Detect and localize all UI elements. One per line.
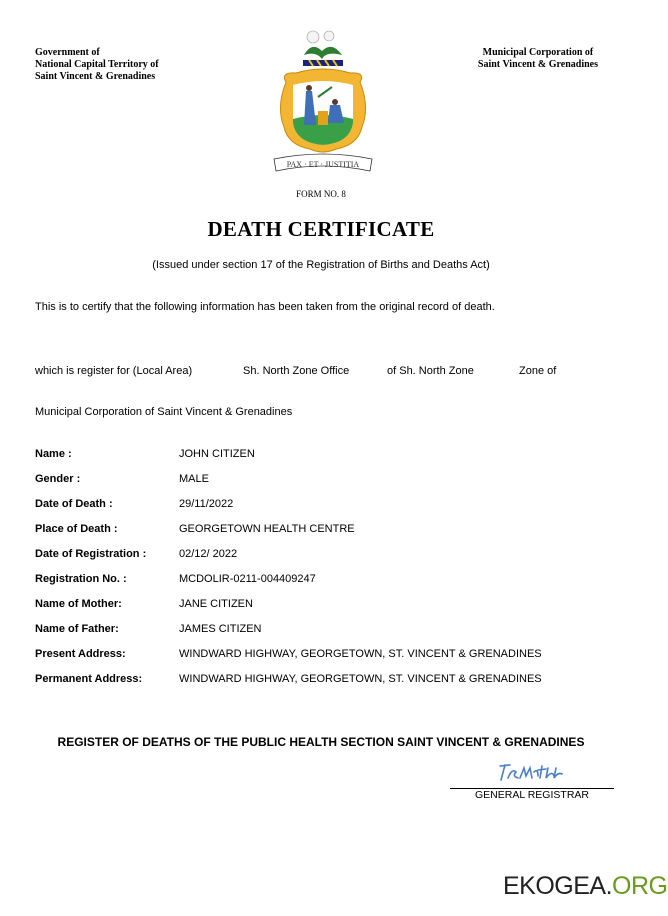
signature-title: GENERAL REGISTRAR (475, 789, 589, 801)
registrar-signature (496, 760, 566, 784)
watermark-main: EKOGEA. (503, 872, 613, 900)
local-area-zone-of: Zone of (519, 365, 557, 377)
field-label: Place of Death : (35, 523, 118, 535)
field-value: JAMES CITIZEN (179, 623, 262, 635)
header-line: Saint Vincent & Grenadines (35, 71, 156, 82)
issuer-municipal (478, 47, 598, 71)
field-label: Name of Father: (35, 623, 119, 635)
municipal-line: Municipal Corporation of Saint Vincent & Grenadines (35, 406, 293, 418)
local-area-zone: of Sh. North Zone (387, 365, 474, 377)
field-value: MCDOLIR-0211-004409247 (179, 573, 316, 585)
field-label: Date of Death : (35, 498, 113, 510)
field-label: Registration No. : (35, 573, 127, 585)
local-area-label: which is register for (Local Area) (35, 365, 193, 377)
field-label: Name : (35, 448, 72, 460)
document-subtitle: (Issued under section 17 of the Registration of Births and Deaths Act) (152, 259, 490, 271)
field-label: Present Address: (35, 648, 126, 660)
emblem-motto: PAX · ET · JUSTITIA (286, 160, 360, 169)
field-label: Date of Registration : (35, 548, 147, 560)
field-value: GEORGETOWN HEALTH CENTRE (179, 523, 355, 535)
issuer-government (35, 47, 159, 83)
document-title: DEATH CERTIFICATE (207, 217, 435, 241)
local-area-office: Sh. North Zone Office (243, 365, 350, 377)
field-value: JOHN CITIZEN (179, 448, 255, 460)
header-line: Municipal Corporation of (482, 47, 594, 58)
header-line: Government of (35, 47, 100, 58)
form-number: FORM NO. 8 (296, 189, 346, 199)
field-label: Name of Mother: (35, 598, 122, 610)
field-value: WINDWARD HIGHWAY, GEORGETOWN, ST. VINCENT & GRENADINES (179, 648, 542, 660)
field-value: JANE CITIZEN (179, 598, 253, 610)
watermark (503, 872, 668, 901)
field-label: Permanent Address: (35, 673, 143, 685)
watermark-accent: ORG (612, 872, 668, 900)
field-value: MALE (179, 473, 209, 485)
certify-statement: This is to certify that the following information has been taken from the original record of death. (35, 301, 495, 313)
header-line: Saint Vincent & Grenadines (477, 59, 598, 70)
field-value: 02/12/ 2022 (179, 548, 238, 560)
header-line: National Capital Territory of (35, 59, 159, 70)
field-value: WINDWARD HIGHWAY, GEORGETOWN, ST. VINCENT & GRENADINES (179, 673, 542, 685)
register-heading: REGISTER OF DEATHS OF THE PUBLIC HEALTH SECTION SAINT VINCENT & GRENADINES (57, 735, 585, 749)
field-label: Gender : (35, 473, 81, 485)
coat-of-arms-emblem (266, 27, 380, 177)
field-value: 29/11/2022 (179, 498, 234, 510)
